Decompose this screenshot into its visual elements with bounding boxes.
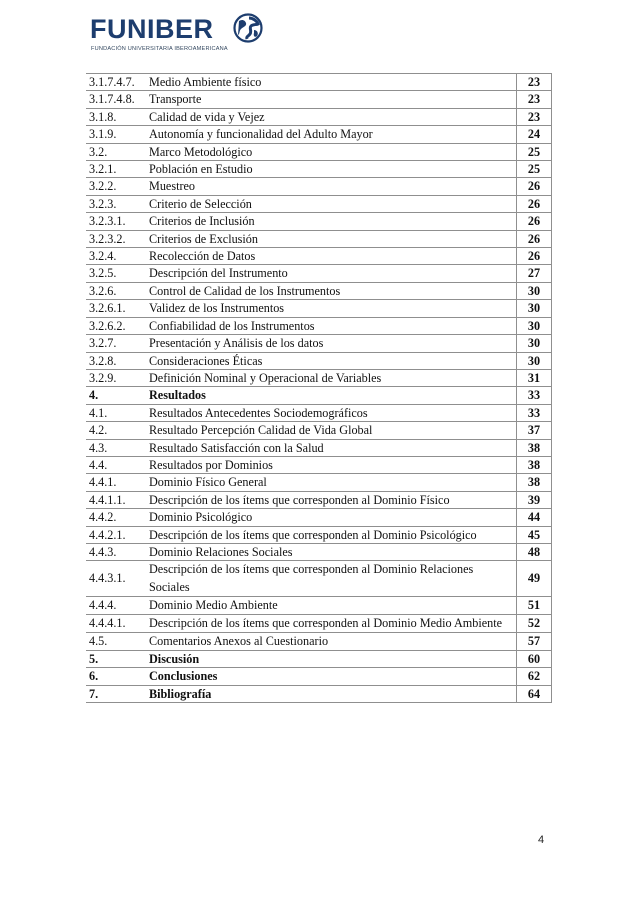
toc-page-number: 23	[517, 108, 552, 125]
toc-section-number: 3.2.4.	[86, 248, 146, 265]
toc-section-title: Consideraciones Éticas	[146, 352, 517, 369]
toc-section-number: 4.1.	[86, 404, 146, 421]
toc-row	[86, 213, 552, 230]
toc-page-number: 26	[517, 178, 552, 195]
toc-page-number: 64	[517, 685, 552, 702]
toc-section-number: 6.	[86, 668, 146, 685]
toc-section-title: Criterio de Selección	[146, 195, 517, 212]
toc-section-title: Descripción de los ítems que corresponden al Dominio Físico	[146, 491, 517, 508]
toc-section-title: Recolección de Datos	[146, 248, 517, 265]
toc-row	[86, 650, 552, 667]
toc-page-number: 25	[517, 143, 552, 160]
toc-section-title: Resultado Percepción Calidad de Vida Global	[146, 422, 517, 439]
toc-page-number: 37	[517, 422, 552, 439]
toc-section-title: Comentarios Anexos al Cuestionario	[146, 633, 517, 650]
toc-page-number: 52	[517, 614, 552, 633]
toc-section-title: Resultado Satisfacción con la Salud	[146, 439, 517, 456]
toc-section-number: 4.4.2.1.	[86, 526, 146, 543]
toc-page-number: 27	[517, 265, 552, 282]
toc-body	[86, 74, 552, 703]
toc-row	[86, 597, 552, 614]
toc-page-number: 62	[517, 668, 552, 685]
toc-page-number: 26	[517, 230, 552, 247]
toc-section-number: 7.	[86, 685, 146, 702]
toc-section-number: 3.2.6.1.	[86, 300, 146, 317]
toc-page-number: 30	[517, 282, 552, 299]
toc-row	[86, 509, 552, 526]
toc-section-title: Criterios de Exclusión	[146, 230, 517, 247]
toc-row	[86, 685, 552, 702]
toc-section-title: Dominio Físico General	[146, 474, 517, 491]
toc-page-number: 49	[517, 561, 552, 597]
toc-section-number: 4.4.4.	[86, 597, 146, 614]
toc-section-number: 3.2.3.1.	[86, 213, 146, 230]
toc-section-title: Dominio Relaciones Sociales	[146, 543, 517, 560]
toc-row	[86, 335, 552, 352]
toc-row	[86, 387, 552, 404]
toc-row	[86, 404, 552, 421]
toc-section-title: Criterios de Inclusión	[146, 213, 517, 230]
toc-section-title: Confiabilidad de los Instrumentos	[146, 317, 517, 334]
toc-section-number: 3.1.7.4.8.	[86, 91, 146, 108]
toc-section-number: 4.3.	[86, 439, 146, 456]
toc-page-number: 45	[517, 526, 552, 543]
toc-section-title: Muestreo	[146, 178, 517, 195]
toc-row	[86, 561, 552, 597]
toc-row	[86, 456, 552, 473]
toc-row	[86, 526, 552, 543]
toc-page-number: 30	[517, 317, 552, 334]
toc-page-number: 23	[517, 74, 552, 91]
toc-row	[86, 126, 552, 143]
toc-section-number: 3.2.6.2.	[86, 317, 146, 334]
toc-row	[86, 230, 552, 247]
toc-section-number: 3.2.7.	[86, 335, 146, 352]
toc-section-number: 3.2.1.	[86, 161, 146, 178]
toc-page-number: 26	[517, 195, 552, 212]
toc-row	[86, 143, 552, 160]
toc-page-number: 60	[517, 650, 552, 667]
toc-page-number: 23	[517, 91, 552, 108]
toc-row	[86, 317, 552, 334]
toc-row	[86, 178, 552, 195]
page-number: 4	[538, 834, 545, 846]
toc-section-number: 4.4.1.1.	[86, 491, 146, 508]
table-of-contents	[86, 73, 552, 703]
toc-section-number: 3.2.	[86, 143, 146, 160]
toc-section-title: Resultados por Dominios	[146, 456, 517, 473]
toc-section-title: Descripción de los ítems que corresponden al Dominio Psicológico	[146, 526, 517, 543]
toc-section-title: Descripción del Instrumento	[146, 265, 517, 282]
toc-section-number: 3.2.9.	[86, 369, 146, 386]
toc-section-number: 4.5.	[86, 633, 146, 650]
toc-page-number: 30	[517, 335, 552, 352]
toc-section-title: Dominio Medio Ambiente	[146, 597, 517, 614]
toc-page-number: 39	[517, 491, 552, 508]
toc-section-title: Definición Nominal y Operacional de Variables	[146, 369, 517, 386]
toc-page-number: 57	[517, 633, 552, 650]
toc-row	[86, 248, 552, 265]
toc-section-title: Conclusiones	[146, 668, 517, 685]
toc-section-number: 3.2.2.	[86, 178, 146, 195]
toc-row	[86, 265, 552, 282]
toc-row	[86, 300, 552, 317]
toc-section-title: Calidad de vida y Vejez	[146, 108, 517, 125]
toc-row	[86, 543, 552, 560]
toc-section-number: 3.2.3.2.	[86, 230, 146, 247]
toc-section-title: Resultados	[146, 387, 517, 404]
toc-page-number: 25	[517, 161, 552, 178]
toc-row	[86, 491, 552, 508]
toc-section-title: Dominio Psicológico	[146, 509, 517, 526]
toc-page-number: 33	[517, 387, 552, 404]
toc-section-title: Medio Ambiente físico	[146, 74, 517, 91]
toc-page-number: 24	[517, 126, 552, 143]
toc-section-title: Control de Calidad de los Instrumentos	[146, 282, 517, 299]
toc-row	[86, 161, 552, 178]
toc-page-number: 31	[517, 369, 552, 386]
toc-page-number: 26	[517, 213, 552, 230]
toc-section-title: Autonomía y funcionalidad del Adulto Mayor	[146, 126, 517, 143]
toc-page-number: 38	[517, 474, 552, 491]
toc-section-title: Población en Estudio	[146, 161, 517, 178]
toc-page-number: 30	[517, 300, 552, 317]
toc-section-number: 3.1.9.	[86, 126, 146, 143]
toc-row	[86, 352, 552, 369]
toc-page-number: 51	[517, 597, 552, 614]
toc-page-number: 38	[517, 456, 552, 473]
toc-section-number: 4.4.3.1.	[86, 561, 146, 597]
toc-page-number: 26	[517, 248, 552, 265]
toc-section-title: Validez de los Instrumentos	[146, 300, 517, 317]
toc-row	[86, 439, 552, 456]
toc-section-number: 4.4.	[86, 456, 146, 473]
toc-page-number: 44	[517, 509, 552, 526]
toc-section-number: 4.4.3.	[86, 543, 146, 560]
toc-section-title: Presentación y Análisis de los datos	[146, 335, 517, 352]
toc-section-number: 3.2.3.	[86, 195, 146, 212]
toc-section-title: Descripción de los ítems que corresponden al Dominio Relaciones Sociales	[146, 561, 517, 597]
toc-section-title: Bibliografía	[146, 685, 517, 702]
toc-row	[86, 282, 552, 299]
toc-page-number: 38	[517, 439, 552, 456]
toc-section-title: Resultados Antecedentes Sociodemográficos	[146, 404, 517, 421]
toc-section-number: 3.1.8.	[86, 108, 146, 125]
toc-row	[86, 369, 552, 386]
toc-section-title: Marco Metodológico	[146, 143, 517, 160]
toc-section-number: 4.2.	[86, 422, 146, 439]
logo-name: FUNIBER	[90, 14, 214, 44]
logo-subtitle: FUNDACIÓN UNIVERSITARIA IBEROAMERICANA	[91, 46, 228, 52]
toc-section-title: Discusión	[146, 650, 517, 667]
toc-row	[86, 668, 552, 685]
toc-page-number: 33	[517, 404, 552, 421]
toc-row	[86, 474, 552, 491]
toc-section-number: 3.2.8.	[86, 352, 146, 369]
toc-section-number: 4.	[86, 387, 146, 404]
globe-icon	[232, 12, 264, 44]
toc-section-number: 3.2.5.	[86, 265, 146, 282]
toc-section-title: Transporte	[146, 91, 517, 108]
toc-row	[86, 633, 552, 650]
toc-section-number: 3.2.6.	[86, 282, 146, 299]
toc-section-number: 4.4.1.	[86, 474, 146, 491]
toc-page-number: 48	[517, 543, 552, 560]
toc-section-number: 4.4.2.	[86, 509, 146, 526]
toc-section-title: Descripción de los ítems que corresponden al Dominio Medio Ambiente	[146, 614, 517, 633]
toc-row	[86, 614, 552, 633]
toc-row	[86, 108, 552, 125]
toc-row	[86, 91, 552, 108]
funiber-logo	[90, 12, 270, 62]
toc-section-number: 4.4.4.1.	[86, 614, 146, 633]
toc-section-number: 3.1.7.4.7.	[86, 74, 146, 91]
toc-row	[86, 422, 552, 439]
toc-row	[86, 74, 552, 91]
toc-page-number: 30	[517, 352, 552, 369]
toc-row	[86, 195, 552, 212]
toc-section-number: 5.	[86, 650, 146, 667]
